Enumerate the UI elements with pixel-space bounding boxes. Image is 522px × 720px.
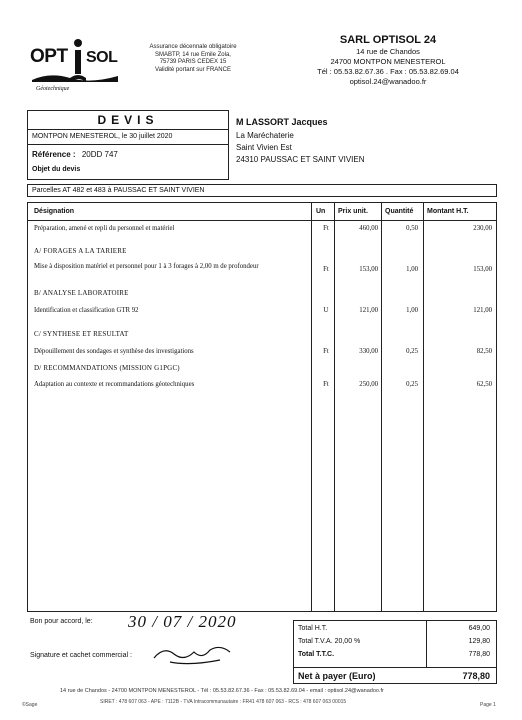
logo-tagline: Géotechnique: [36, 86, 70, 92]
row-pu: 250,00: [359, 381, 378, 388]
section-title: C/ SYNTHESE ET RESULTAT: [34, 330, 129, 338]
company-logo: [30, 38, 122, 98]
section-title: D/ RECOMMANDATIONS (MISSION G1PGC): [34, 364, 180, 372]
section-title: B/ ANALYSE LABORATOIRE: [34, 289, 129, 297]
row-qt: 1,00: [406, 266, 418, 273]
objet-label: Objet du devis: [32, 166, 81, 173]
company-name: SARL OPTISOL 24: [339, 34, 437, 46]
row-un: Ft: [323, 225, 329, 232]
reference: [32, 150, 118, 159]
row-pu: 460,00: [359, 225, 378, 232]
devis-title: DEVIS: [27, 110, 229, 130]
table-header: [28, 203, 496, 221]
total-ht-row: [298, 625, 490, 632]
devis-info-box: [27, 130, 229, 180]
client-line: Saint Vivien Est: [236, 143, 292, 152]
net-a-payer-row: [294, 667, 496, 685]
logo-text-left: OPT: [30, 46, 68, 67]
client-name: M LASSORT Jacques: [236, 117, 328, 127]
insurer-line: 75739 PARIS CEDEX 15: [159, 59, 227, 65]
row-qt: 0,25: [406, 348, 418, 355]
tva-row: [298, 638, 490, 645]
row-desc: Identification et classification GTR 92: [34, 307, 139, 314]
header-prix: Prix unit.: [338, 208, 368, 215]
row-mt: 121,00: [473, 307, 492, 314]
row-desc: Dépouillement des sondages et synthèse des investigations: [34, 348, 194, 355]
row-pu: 121,00: [359, 307, 378, 314]
tva-value: 129,80: [468, 638, 490, 645]
row-un: Ft: [323, 348, 329, 355]
divider: [28, 144, 228, 145]
net-value: 778,80: [462, 671, 490, 681]
row-desc: Mise à disposition matériel et personnel pour 1 à 3 forages à 2,00 m de profondeur: [34, 263, 259, 270]
insurer-line: Validité portant sur FRANCE: [155, 66, 231, 73]
parcel-line: Parcelles AT 482 et 483 à PAUSSAC ET SAINT VIVIEN: [27, 184, 497, 197]
header-montant: Montant H.T.: [427, 208, 469, 215]
place-date: MONTPON MENESTEROL, le 30 juillet 2020: [32, 133, 173, 140]
company-email: optisol.24@wanadoo.fr: [349, 77, 427, 86]
column-divider: [381, 203, 382, 611]
row-un: U: [323, 307, 329, 314]
insurer-info: [133, 44, 253, 74]
section-title: A/ FORAGES A LA TARIERE: [34, 247, 127, 255]
handwritten-date: 30 / 07 / 2020: [128, 612, 237, 631]
logo-ground-icon: [30, 70, 120, 84]
row-qt: 0,50: [406, 225, 418, 232]
footer-software: ©Sage: [22, 702, 38, 708]
row-un: Ft: [323, 381, 329, 388]
company-city: 24700 MONTPON MENESTEROL: [330, 57, 446, 66]
total-ht-label: Total H.T.: [298, 625, 328, 632]
row-qt: 0,25: [406, 381, 418, 388]
signature-label: Signature et cachet commercial :: [30, 652, 132, 659]
insurer-line: SMABTP, 14 rue Emile Zola,: [155, 51, 231, 58]
header-quantite: Quantité: [385, 208, 414, 215]
row-mt: 82,50: [476, 348, 492, 355]
row-mt: 62,50: [476, 381, 492, 388]
logo-text-right: SOL: [86, 49, 118, 66]
row-mt: 230,00: [473, 225, 492, 232]
row-desc: Préparation, amené et repli du personnel et matériel: [34, 225, 175, 232]
header-un: Un: [316, 208, 326, 215]
signature-scribble-icon: [150, 640, 240, 670]
company-block: [288, 34, 488, 87]
company-phone: Tél : 05.53.82.67.36 . Fax : 05.53.82.69.04: [317, 67, 459, 76]
column-divider: [311, 203, 312, 611]
header-designation: Désignation: [34, 208, 75, 215]
footer-legal: SIRET : 478 607 063 - APE : 7112B - TVA Intracommunautaire : FR41 478 607 063 - RCS : 478 607 063 00015: [100, 699, 347, 705]
footer-address: 14 rue de Chandos - 24700 MONTPON MENESTEROL - Tél : 05.53.82.67.36 - Fax : 05.53.82.69.04 - email : optisol.24@wanadoo.fr: [60, 688, 384, 694]
net-label: Net à payer (Euro): [298, 671, 376, 681]
client-line: 24310 PAUSSAC ET SAINT VIVIEN: [236, 155, 365, 164]
quote-table: [27, 202, 497, 612]
totals-box: [293, 620, 497, 684]
row-desc: Adaptation au contexte et recommandations géotechniques: [34, 381, 195, 388]
client-block: [236, 116, 496, 166]
row-pu: 153,00: [359, 266, 378, 273]
client-line: La Maréchaterie: [236, 131, 294, 140]
total-ht-value: 649,00: [468, 625, 490, 632]
page-number: Page 1: [480, 702, 496, 708]
bon-pour-accord-label: Bon pour accord, le:: [30, 618, 93, 625]
row-qt: 1,00: [406, 307, 418, 314]
ttc-label: Total T.T.C.: [298, 651, 335, 658]
row-un: Ft: [323, 266, 329, 273]
tva-label: Total T.V.A. 20,00 %: [298, 638, 361, 645]
row-pu: 330,00: [359, 348, 378, 355]
reference-label: Référence :: [32, 150, 76, 159]
company-street: 14 rue de Chandos: [356, 47, 420, 56]
column-divider: [423, 203, 424, 611]
reference-value: 20DD 747: [81, 150, 118, 159]
column-divider: [334, 203, 335, 611]
row-mt: 153,00: [473, 266, 492, 273]
ttc-value: 778,80: [468, 651, 490, 658]
insurer-line: Assurance décennale obligatoire: [149, 44, 237, 50]
ttc-row: [298, 651, 490, 658]
